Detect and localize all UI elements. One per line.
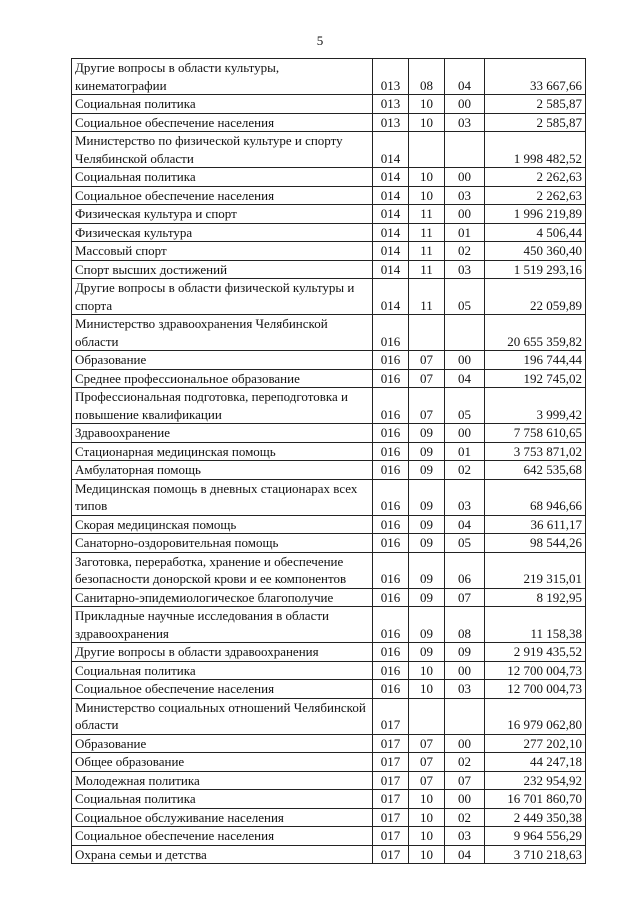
- table-row: [72, 680, 586, 699]
- row-name: Социальная политика: [72, 790, 373, 809]
- row-ministry-code: 017: [373, 698, 409, 734]
- row-subsection-code: 07: [445, 588, 485, 607]
- row-name: Медицинская помощь в дневных стационарах всех типов: [72, 479, 373, 515]
- row-subsection-code: 00: [445, 205, 485, 224]
- row-section-code: 11: [409, 279, 445, 315]
- row-name: Образование: [72, 351, 373, 370]
- row-section-code: [409, 132, 445, 168]
- row-name: Санитарно-эпидемиологическое благополучие: [72, 588, 373, 607]
- row-subsection-code: 03: [445, 186, 485, 205]
- row-amount: 1 998 482,52: [485, 132, 586, 168]
- row-subsection-code: 00: [445, 351, 485, 370]
- table-row: [72, 845, 586, 864]
- row-name: Скорая медицинская помощь: [72, 515, 373, 534]
- row-section-code: [409, 698, 445, 734]
- row-subsection-code: [445, 132, 485, 168]
- row-name: Социальное обеспечение населения: [72, 186, 373, 205]
- row-section-code: 07: [409, 771, 445, 790]
- row-ministry-code: 017: [373, 827, 409, 846]
- row-section-code: 07: [409, 351, 445, 370]
- row-amount: 16 979 062,80: [485, 698, 586, 734]
- row-amount: 33 667,66: [485, 59, 586, 95]
- row-section-code: 10: [409, 808, 445, 827]
- row-subsection-code: 00: [445, 661, 485, 680]
- row-section-code: 09: [409, 442, 445, 461]
- table-row: [72, 168, 586, 187]
- row-ministry-code: 016: [373, 315, 409, 351]
- row-section-code: 09: [409, 552, 445, 588]
- row-ministry-code: 017: [373, 808, 409, 827]
- row-section-code: 11: [409, 260, 445, 279]
- row-section-code: 09: [409, 424, 445, 443]
- table-row: [72, 95, 586, 114]
- row-subsection-code: 03: [445, 260, 485, 279]
- row-section-code: 09: [409, 534, 445, 553]
- table-row: [72, 351, 586, 370]
- table-row: [72, 661, 586, 680]
- row-name: Здравоохранение: [72, 424, 373, 443]
- row-amount: 450 360,40: [485, 242, 586, 261]
- row-name: Охрана семьи и детства: [72, 845, 373, 864]
- table-row: [72, 534, 586, 553]
- row-ministry-code: 017: [373, 845, 409, 864]
- row-ministry-code: 016: [373, 588, 409, 607]
- row-name: Социальная политика: [72, 661, 373, 680]
- row-ministry-code: 016: [373, 680, 409, 699]
- table-row: [72, 607, 586, 643]
- row-amount: 36 611,17: [485, 515, 586, 534]
- row-amount: 12 700 004,73: [485, 661, 586, 680]
- row-ministry-code: 016: [373, 424, 409, 443]
- row-subsection-code: 03: [445, 113, 485, 132]
- row-name: Профессиональная подготовка, переподготовка и повышение квалификации: [72, 388, 373, 424]
- row-name: Социальное обеспечение населения: [72, 827, 373, 846]
- row-ministry-code: 016: [373, 607, 409, 643]
- row-amount: 2 262,63: [485, 168, 586, 187]
- row-subsection-code: 02: [445, 461, 485, 480]
- row-subsection-code: 00: [445, 95, 485, 114]
- row-name: Физическая культура и спорт: [72, 205, 373, 224]
- row-name: Заготовка, переработка, хранение и обеспечение безопасности донорской крови и ее компонентов: [72, 552, 373, 588]
- row-subsection-code: [445, 315, 485, 351]
- row-section-code: 09: [409, 461, 445, 480]
- table-row: [72, 442, 586, 461]
- table-row: [72, 424, 586, 443]
- row-subsection-code: 05: [445, 534, 485, 553]
- row-amount: 8 192,95: [485, 588, 586, 607]
- row-amount: 68 946,66: [485, 479, 586, 515]
- row-ministry-code: 017: [373, 790, 409, 809]
- table-row: [72, 698, 586, 734]
- row-ministry-code: 016: [373, 479, 409, 515]
- table-row: [72, 132, 586, 168]
- row-section-code: 10: [409, 827, 445, 846]
- table-row: [72, 827, 586, 846]
- row-amount: 3 999,42: [485, 388, 586, 424]
- table-row: [72, 771, 586, 790]
- table-row: [72, 808, 586, 827]
- table-row: [72, 461, 586, 480]
- row-amount: 1 519 293,16: [485, 260, 586, 279]
- page-number: 5: [316, 33, 324, 48]
- row-section-code: 09: [409, 643, 445, 662]
- row-name: Санаторно-оздоровительная помощь: [72, 534, 373, 553]
- table-row: [72, 515, 586, 534]
- row-subsection-code: 05: [445, 388, 485, 424]
- row-section-code: 09: [409, 588, 445, 607]
- row-amount: 642 535,68: [485, 461, 586, 480]
- row-section-code: 08: [409, 59, 445, 95]
- row-subsection-code: 00: [445, 424, 485, 443]
- row-section-code: 09: [409, 479, 445, 515]
- row-section-code: 11: [409, 223, 445, 242]
- table-row: [72, 260, 586, 279]
- row-section-code: 11: [409, 205, 445, 224]
- row-section-code: 10: [409, 661, 445, 680]
- row-name: Министерство здравоохранения Челябинской области: [72, 315, 373, 351]
- row-section-code: 07: [409, 753, 445, 772]
- row-subsection-code: 08: [445, 607, 485, 643]
- row-name: Массовый спорт: [72, 242, 373, 261]
- row-amount: 3 710 218,63: [485, 845, 586, 864]
- row-name: Спорт высших достижений: [72, 260, 373, 279]
- row-section-code: 10: [409, 845, 445, 864]
- table-row: [72, 388, 586, 424]
- table-row: [72, 242, 586, 261]
- row-amount: 7 758 610,65: [485, 424, 586, 443]
- row-ministry-code: 016: [373, 534, 409, 553]
- table-row: [72, 552, 586, 588]
- table-row: [72, 369, 586, 388]
- row-amount: 11 158,38: [485, 607, 586, 643]
- row-amount: 2 585,87: [485, 95, 586, 114]
- row-subsection-code: 02: [445, 242, 485, 261]
- row-subsection-code: 03: [445, 680, 485, 699]
- row-section-code: [409, 315, 445, 351]
- row-name: Другие вопросы в области здравоохранения: [72, 643, 373, 662]
- row-name: Молодежная политика: [72, 771, 373, 790]
- row-amount: 2 585,87: [485, 113, 586, 132]
- table-row: [72, 59, 586, 95]
- row-name: Среднее профессиональное образование: [72, 369, 373, 388]
- table-row: [72, 315, 586, 351]
- row-subsection-code: 05: [445, 279, 485, 315]
- row-ministry-code: 017: [373, 753, 409, 772]
- row-amount: 22 059,89: [485, 279, 586, 315]
- table-row: [72, 113, 586, 132]
- row-section-code: 11: [409, 242, 445, 261]
- row-section-code: 07: [409, 369, 445, 388]
- row-name: Министерство по физической культуре и спорту Челябинской области: [72, 132, 373, 168]
- row-ministry-code: 016: [373, 442, 409, 461]
- row-name: Образование: [72, 734, 373, 753]
- row-ministry-code: 016: [373, 552, 409, 588]
- budget-table: [71, 58, 586, 864]
- row-section-code: 07: [409, 388, 445, 424]
- row-ministry-code: 013: [373, 113, 409, 132]
- row-subsection-code: 04: [445, 369, 485, 388]
- row-section-code: 10: [409, 186, 445, 205]
- row-amount: 20 655 359,82: [485, 315, 586, 351]
- row-ministry-code: 014: [373, 242, 409, 261]
- row-section-code: 10: [409, 168, 445, 187]
- row-name: Стационарная медицинская помощь: [72, 442, 373, 461]
- row-subsection-code: [445, 698, 485, 734]
- row-name: Социальное обеспечение населения: [72, 113, 373, 132]
- row-subsection-code: 04: [445, 515, 485, 534]
- table-row: [72, 223, 586, 242]
- row-subsection-code: 04: [445, 845, 485, 864]
- row-ministry-code: 014: [373, 260, 409, 279]
- row-ministry-code: 013: [373, 95, 409, 114]
- row-section-code: 10: [409, 113, 445, 132]
- row-amount: 9 964 556,29: [485, 827, 586, 846]
- row-amount: 192 745,02: [485, 369, 586, 388]
- row-subsection-code: 03: [445, 479, 485, 515]
- row-ministry-code: 017: [373, 734, 409, 753]
- row-subsection-code: 03: [445, 827, 485, 846]
- row-section-code: 09: [409, 515, 445, 534]
- row-amount: 2 919 435,52: [485, 643, 586, 662]
- row-name: Прикладные научные исследования в области здравоохранения: [72, 607, 373, 643]
- row-ministry-code: 016: [373, 661, 409, 680]
- row-amount: 2 262,63: [485, 186, 586, 205]
- row-subsection-code: 02: [445, 808, 485, 827]
- row-ministry-code: 014: [373, 205, 409, 224]
- table-row: [72, 643, 586, 662]
- row-subsection-code: 02: [445, 753, 485, 772]
- row-ministry-code: 017: [373, 771, 409, 790]
- table-row: [72, 588, 586, 607]
- row-amount: 1 996 219,89: [485, 205, 586, 224]
- row-subsection-code: 01: [445, 223, 485, 242]
- table-row: [72, 186, 586, 205]
- row-name: Министерство социальных отношений Челябинской области: [72, 698, 373, 734]
- table-row: [72, 479, 586, 515]
- row-amount: 4 506,44: [485, 223, 586, 242]
- row-section-code: 10: [409, 790, 445, 809]
- row-name: Социальная политика: [72, 95, 373, 114]
- row-ministry-code: 016: [373, 461, 409, 480]
- row-name: Физическая культура: [72, 223, 373, 242]
- row-amount: 44 247,18: [485, 753, 586, 772]
- row-ministry-code: 013: [373, 59, 409, 95]
- row-ministry-code: 016: [373, 388, 409, 424]
- row-subsection-code: 04: [445, 59, 485, 95]
- row-amount: 2 449 350,38: [485, 808, 586, 827]
- row-name: Другие вопросы в области культуры, кинематографии: [72, 59, 373, 95]
- row-ministry-code: 014: [373, 223, 409, 242]
- row-ministry-code: 016: [373, 351, 409, 370]
- row-amount: 98 544,26: [485, 534, 586, 553]
- row-amount: 3 753 871,02: [485, 442, 586, 461]
- row-subsection-code: 00: [445, 734, 485, 753]
- row-name: Социальное обеспечение населения: [72, 680, 373, 699]
- row-amount: 232 954,92: [485, 771, 586, 790]
- row-subsection-code: 00: [445, 790, 485, 809]
- table-row: [72, 279, 586, 315]
- row-ministry-code: 016: [373, 515, 409, 534]
- row-name: Социальная политика: [72, 168, 373, 187]
- table-row: [72, 790, 586, 809]
- row-ministry-code: 014: [373, 132, 409, 168]
- row-subsection-code: 06: [445, 552, 485, 588]
- table-row: [72, 205, 586, 224]
- row-subsection-code: 07: [445, 771, 485, 790]
- row-section-code: 07: [409, 734, 445, 753]
- row-ministry-code: 016: [373, 643, 409, 662]
- row-ministry-code: 014: [373, 168, 409, 187]
- row-subsection-code: 09: [445, 643, 485, 662]
- row-subsection-code: 01: [445, 442, 485, 461]
- row-name: Другие вопросы в области физической культуры и спорта: [72, 279, 373, 315]
- row-name: Социальное обслуживание населения: [72, 808, 373, 827]
- row-section-code: 09: [409, 607, 445, 643]
- row-ministry-code: 014: [373, 186, 409, 205]
- row-amount: 277 202,10: [485, 734, 586, 753]
- budget-table-body: [72, 59, 586, 864]
- row-name: Амбулаторная помощь: [72, 461, 373, 480]
- row-section-code: 10: [409, 680, 445, 699]
- table-row: [72, 753, 586, 772]
- table-row: [72, 734, 586, 753]
- row-amount: 219 315,01: [485, 552, 586, 588]
- row-name: Общее образование: [72, 753, 373, 772]
- row-ministry-code: 014: [373, 279, 409, 315]
- row-amount: 196 744,44: [485, 351, 586, 370]
- row-ministry-code: 016: [373, 369, 409, 388]
- row-section-code: 10: [409, 95, 445, 114]
- row-amount: 12 700 004,73: [485, 680, 586, 699]
- row-subsection-code: 00: [445, 168, 485, 187]
- row-amount: 16 701 860,70: [485, 790, 586, 809]
